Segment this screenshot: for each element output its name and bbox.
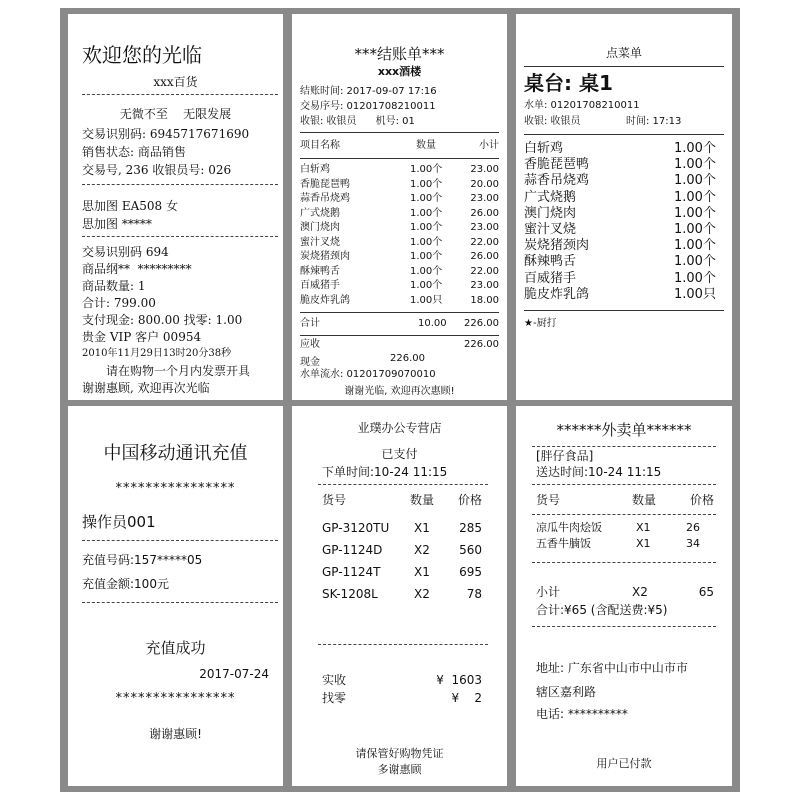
divider	[524, 66, 724, 67]
item-price: 560	[459, 543, 482, 557]
item-row	[524, 189, 716, 207]
topup-success: 充值成功	[145, 639, 206, 657]
item-name: 蜜汁叉烧	[524, 222, 577, 237]
item-row	[524, 205, 716, 223]
due-row	[300, 339, 499, 353]
item-row	[300, 237, 499, 251]
receipt-mobile-topup	[68, 406, 283, 786]
restaurant-name: xxx酒楼	[377, 65, 422, 78]
item-name: 蜜汁叉烧	[300, 236, 340, 248]
received-amount: ¥ 1603	[436, 673, 482, 687]
transaction-id: 交易识别码: 6945717671690	[82, 127, 250, 141]
star-divider: ****************	[115, 691, 236, 706]
item-subtotal: 22.00	[470, 236, 499, 248]
receipt-takeout	[516, 406, 732, 786]
star-divider: ****************	[115, 481, 236, 496]
cashier: 收银: 收银员	[524, 116, 581, 127]
header-item: 项目名称	[300, 140, 340, 151]
order-time: 时间: 17:13	[626, 116, 682, 127]
sum-qty: 10.00	[418, 318, 447, 329]
phone-number: 电话: **********	[536, 707, 628, 721]
transaction-id-2: 交易识别码 694	[82, 245, 169, 259]
cash-label: 现金	[300, 357, 320, 368]
item-name: 白斩鸡	[524, 141, 564, 156]
checkout-time: 结账时间: 2017-09-07 17:16	[300, 86, 437, 97]
table-number: 桌台: 桌1	[524, 71, 613, 95]
header-subtotal: 小计	[479, 140, 499, 151]
flow-number: 水单流水: 01201709070010	[300, 369, 436, 380]
sum-row	[300, 318, 499, 332]
address-line-2: 辖区嘉利路	[536, 685, 597, 699]
item-qty: 1.00只	[410, 294, 443, 306]
item-qty: 1.00个	[674, 205, 716, 221]
cash-amount: 226.00	[390, 353, 425, 364]
item-row	[322, 544, 482, 560]
divider	[524, 134, 724, 135]
item-name: 脆皮炸乳鸽	[524, 286, 590, 302]
item-row	[524, 173, 716, 190]
item-subtotal: 23.00	[470, 164, 499, 175]
item-qty: X1	[636, 537, 651, 550]
item-row	[524, 141, 716, 158]
item-name: 澳门烧肉	[300, 222, 340, 233]
item-price: 26	[686, 521, 700, 534]
item-row	[322, 522, 482, 538]
item-row	[524, 238, 716, 255]
header-code: 货号	[322, 493, 347, 507]
topup-amount: 充值金额:100元	[82, 577, 169, 591]
item-qty: X1	[636, 521, 651, 534]
item-qty: 1.00只	[674, 286, 716, 302]
total: 合计: 799.00	[82, 296, 156, 310]
item-name: 酥辣鸭舌	[524, 254, 577, 270]
item-subtotal: 26.00	[470, 207, 499, 219]
serial-number: 交易序号: 01201708210011	[300, 101, 436, 112]
header-qty: 数量	[410, 493, 435, 507]
thanks-note: 谢谢光临, 欢迎再次惠顾!	[344, 386, 455, 397]
divider	[532, 626, 716, 627]
item-name: 广式烧鹅	[524, 189, 577, 205]
item-row	[300, 295, 499, 309]
item-row	[536, 522, 714, 538]
item-qty: 1.00个	[674, 270, 716, 286]
divider	[82, 602, 278, 603]
operator: 操作员001	[82, 513, 156, 531]
receipt-collage	[60, 8, 740, 792]
item-row	[300, 193, 499, 207]
item-qty: X1	[414, 521, 430, 535]
item-row	[300, 222, 499, 236]
item-subtotal: 22.00	[470, 265, 499, 277]
item-qty: 1.00个	[410, 207, 443, 219]
item-name: 炭烧猪颈肉	[300, 251, 350, 262]
item-name: 酥辣鸭舌	[300, 265, 340, 277]
item-qty: 1.00个	[410, 164, 443, 175]
item-name: 凉瓜牛肉烩饭	[536, 521, 602, 534]
item-price: 695	[459, 565, 482, 579]
receipt-title: 欢迎您的光临	[82, 43, 202, 67]
receipt-title: 点菜单	[605, 46, 642, 60]
item-price: 34	[686, 537, 700, 550]
delivery-time: 送达时间:10-24 11:15	[536, 465, 662, 479]
sale-status: 销售状态: 商品销售	[82, 145, 186, 159]
payment-status: 已支付	[381, 447, 418, 461]
subtotal-amount: 65	[698, 585, 714, 599]
topup-date: 2017-07-24	[199, 667, 269, 681]
item-row	[300, 280, 499, 294]
item-name: 脆皮炸乳鸽	[300, 294, 350, 306]
divider	[82, 236, 278, 237]
item-qty: 1.00个	[674, 141, 716, 156]
item-price: 285	[459, 521, 482, 535]
item-code: SK-1208L	[322, 587, 378, 601]
slogan: 无微不至 无限发展	[119, 107, 232, 121]
receipt-title: ***结账单***	[354, 45, 445, 63]
item-row	[300, 164, 499, 178]
item-subtotal: 23.00	[470, 280, 499, 291]
divider	[82, 94, 278, 95]
subtotal-row	[536, 586, 714, 602]
item-name: 炭烧猪颈肉	[524, 238, 590, 254]
item-code: GP-3120TU	[322, 521, 390, 535]
header-price: 价格	[689, 493, 714, 507]
item-row	[524, 157, 716, 174]
item-row	[300, 179, 499, 193]
item-name: 蒜香吊烧鸡	[300, 193, 350, 204]
item-subtotal: 18.00	[470, 294, 499, 306]
item-qty: X2	[414, 587, 430, 601]
payment: 支付现金: 800.00 找零: 1.00	[82, 313, 243, 327]
item-name: 蒜香吊烧鸡	[524, 173, 590, 189]
item-row	[300, 208, 499, 222]
receipt-office-store	[292, 406, 507, 786]
received-row	[322, 674, 482, 690]
item-name: 香脆琵琶鸭	[524, 157, 590, 173]
item-row	[536, 538, 714, 554]
item-row	[300, 266, 499, 280]
invoice-note: 请在购物一个月内发票开具	[106, 364, 251, 378]
divider	[82, 540, 278, 541]
receipt-title: 中国移动通讯充值	[103, 443, 248, 464]
item-row	[322, 566, 482, 582]
item-row	[524, 270, 716, 288]
divider	[82, 184, 278, 185]
item-row	[524, 286, 716, 304]
divider	[532, 562, 716, 563]
cash-row	[300, 353, 499, 367]
item-qty: 1.00个	[674, 189, 716, 205]
divider	[318, 484, 488, 485]
thanks-note: 多谢惠顾	[377, 763, 422, 776]
item-qty: 1.00个	[410, 251, 443, 262]
divider	[300, 312, 499, 313]
item-qty: 1.00个	[410, 280, 443, 291]
item-number: 商品纲** *********	[82, 262, 192, 276]
due-label: 应收	[300, 339, 320, 350]
store-name: xxx百货	[153, 75, 198, 89]
sum-label: 合计	[300, 318, 320, 329]
receipt-title: ******外卖单******	[556, 421, 692, 439]
item-subtotal: 26.00	[470, 251, 499, 262]
item-qty: 1.00个	[410, 222, 443, 233]
item-qty: 1.00个	[410, 236, 443, 248]
receipt-restaurant-bill	[292, 14, 507, 400]
change-row	[322, 692, 482, 708]
subtotal-label: 小计	[536, 585, 561, 599]
payment-status: 用户已付款	[596, 757, 652, 770]
timestamp: 2010年11月29日13时20分38秒	[82, 348, 232, 359]
grand-total: 合计:¥65 (含配送费:¥5)	[536, 603, 668, 617]
item-name: 五香牛腩饭	[536, 537, 591, 550]
item-name: 广式烧鹅	[300, 207, 340, 219]
divider	[300, 132, 499, 133]
item-line: 思加图 EA508 女	[82, 199, 178, 213]
address-line-1: 地址: 广东省中山市中山市市	[536, 661, 688, 675]
receipt-department-store	[68, 14, 283, 400]
item-line: 思加图 *****	[82, 217, 152, 231]
transaction-number: 交易号, 236 收银员号: 026	[82, 163, 232, 177]
item-qty: X1	[414, 565, 430, 579]
kitchen-print-note: ★-厨打	[524, 318, 557, 329]
header-code: 货号	[536, 493, 561, 507]
cashier-line: 收银: 收银员 机号: 01	[300, 116, 415, 127]
divider	[524, 310, 724, 311]
store-name: 业璞办公专营店	[357, 421, 442, 435]
item-subtotal: 23.00	[470, 222, 499, 233]
item-name: 百威猪手	[300, 280, 340, 291]
table-header	[536, 494, 714, 510]
order-number: 水单: 01201708210011	[524, 100, 640, 111]
change-label: 找零	[322, 691, 347, 705]
item-name: 澳门烧肉	[524, 205, 577, 221]
keep-receipt-note: 请保管好购物凭证	[355, 747, 444, 760]
table-header	[300, 140, 499, 154]
subtotal-qty: X2	[632, 585, 648, 599]
topup-phone: 充值号码:157*****05	[82, 553, 203, 567]
item-qty: X2	[414, 543, 430, 557]
table-header	[322, 494, 482, 510]
item-name: 香脆琵琶鸭	[300, 178, 350, 190]
item-row	[524, 222, 716, 239]
item-subtotal: 23.00	[470, 193, 499, 204]
item-qty: 1.00个	[410, 178, 443, 190]
item-code: GP-1124T	[322, 565, 381, 579]
received-label: 实收	[322, 673, 347, 687]
item-name: 白斩鸡	[300, 164, 330, 175]
divider	[532, 514, 716, 515]
item-row	[300, 251, 499, 265]
receipt-order-ticket	[516, 14, 732, 400]
item-row	[322, 588, 482, 604]
item-row	[524, 254, 716, 271]
item-code: GP-1124D	[322, 543, 383, 557]
change-amount: ¥ 2	[451, 691, 482, 705]
item-qty: 1.00个	[410, 193, 443, 204]
divider	[318, 644, 488, 645]
order-time: 下单时间:10-24 11:15	[322, 465, 448, 479]
item-price: 78	[466, 587, 482, 601]
due-amount: 226.00	[464, 339, 499, 350]
divider	[300, 158, 499, 159]
divider	[532, 484, 716, 485]
item-qty: 1.00个	[674, 254, 716, 270]
header-qty: 数量	[416, 140, 436, 151]
item-qty: 1.00个	[674, 238, 716, 254]
divider	[300, 335, 499, 336]
item-qty: 1.00个	[674, 222, 716, 237]
divider	[532, 446, 716, 447]
item-subtotal: 20.00	[470, 178, 499, 190]
header-price: 价格	[457, 493, 482, 507]
thanks-note: 谢谢惠顾!	[149, 727, 202, 741]
item-quantity: 商品数量: 1	[82, 279, 146, 293]
item-qty: 1.00个	[674, 157, 716, 173]
vip-customer: 贵金 VIP 客户 00954	[82, 330, 202, 344]
item-qty: 1.00个	[674, 173, 716, 189]
sum-total: 226.00	[464, 318, 499, 329]
thanks-note: 谢谢惠顾, 欢迎再次光临	[82, 381, 210, 395]
item-name: 百威猪手	[524, 270, 577, 286]
header-qty: 数量	[632, 493, 657, 507]
shop-name: [胖仔食品]	[536, 449, 594, 463]
item-qty: 1.00个	[410, 265, 443, 277]
